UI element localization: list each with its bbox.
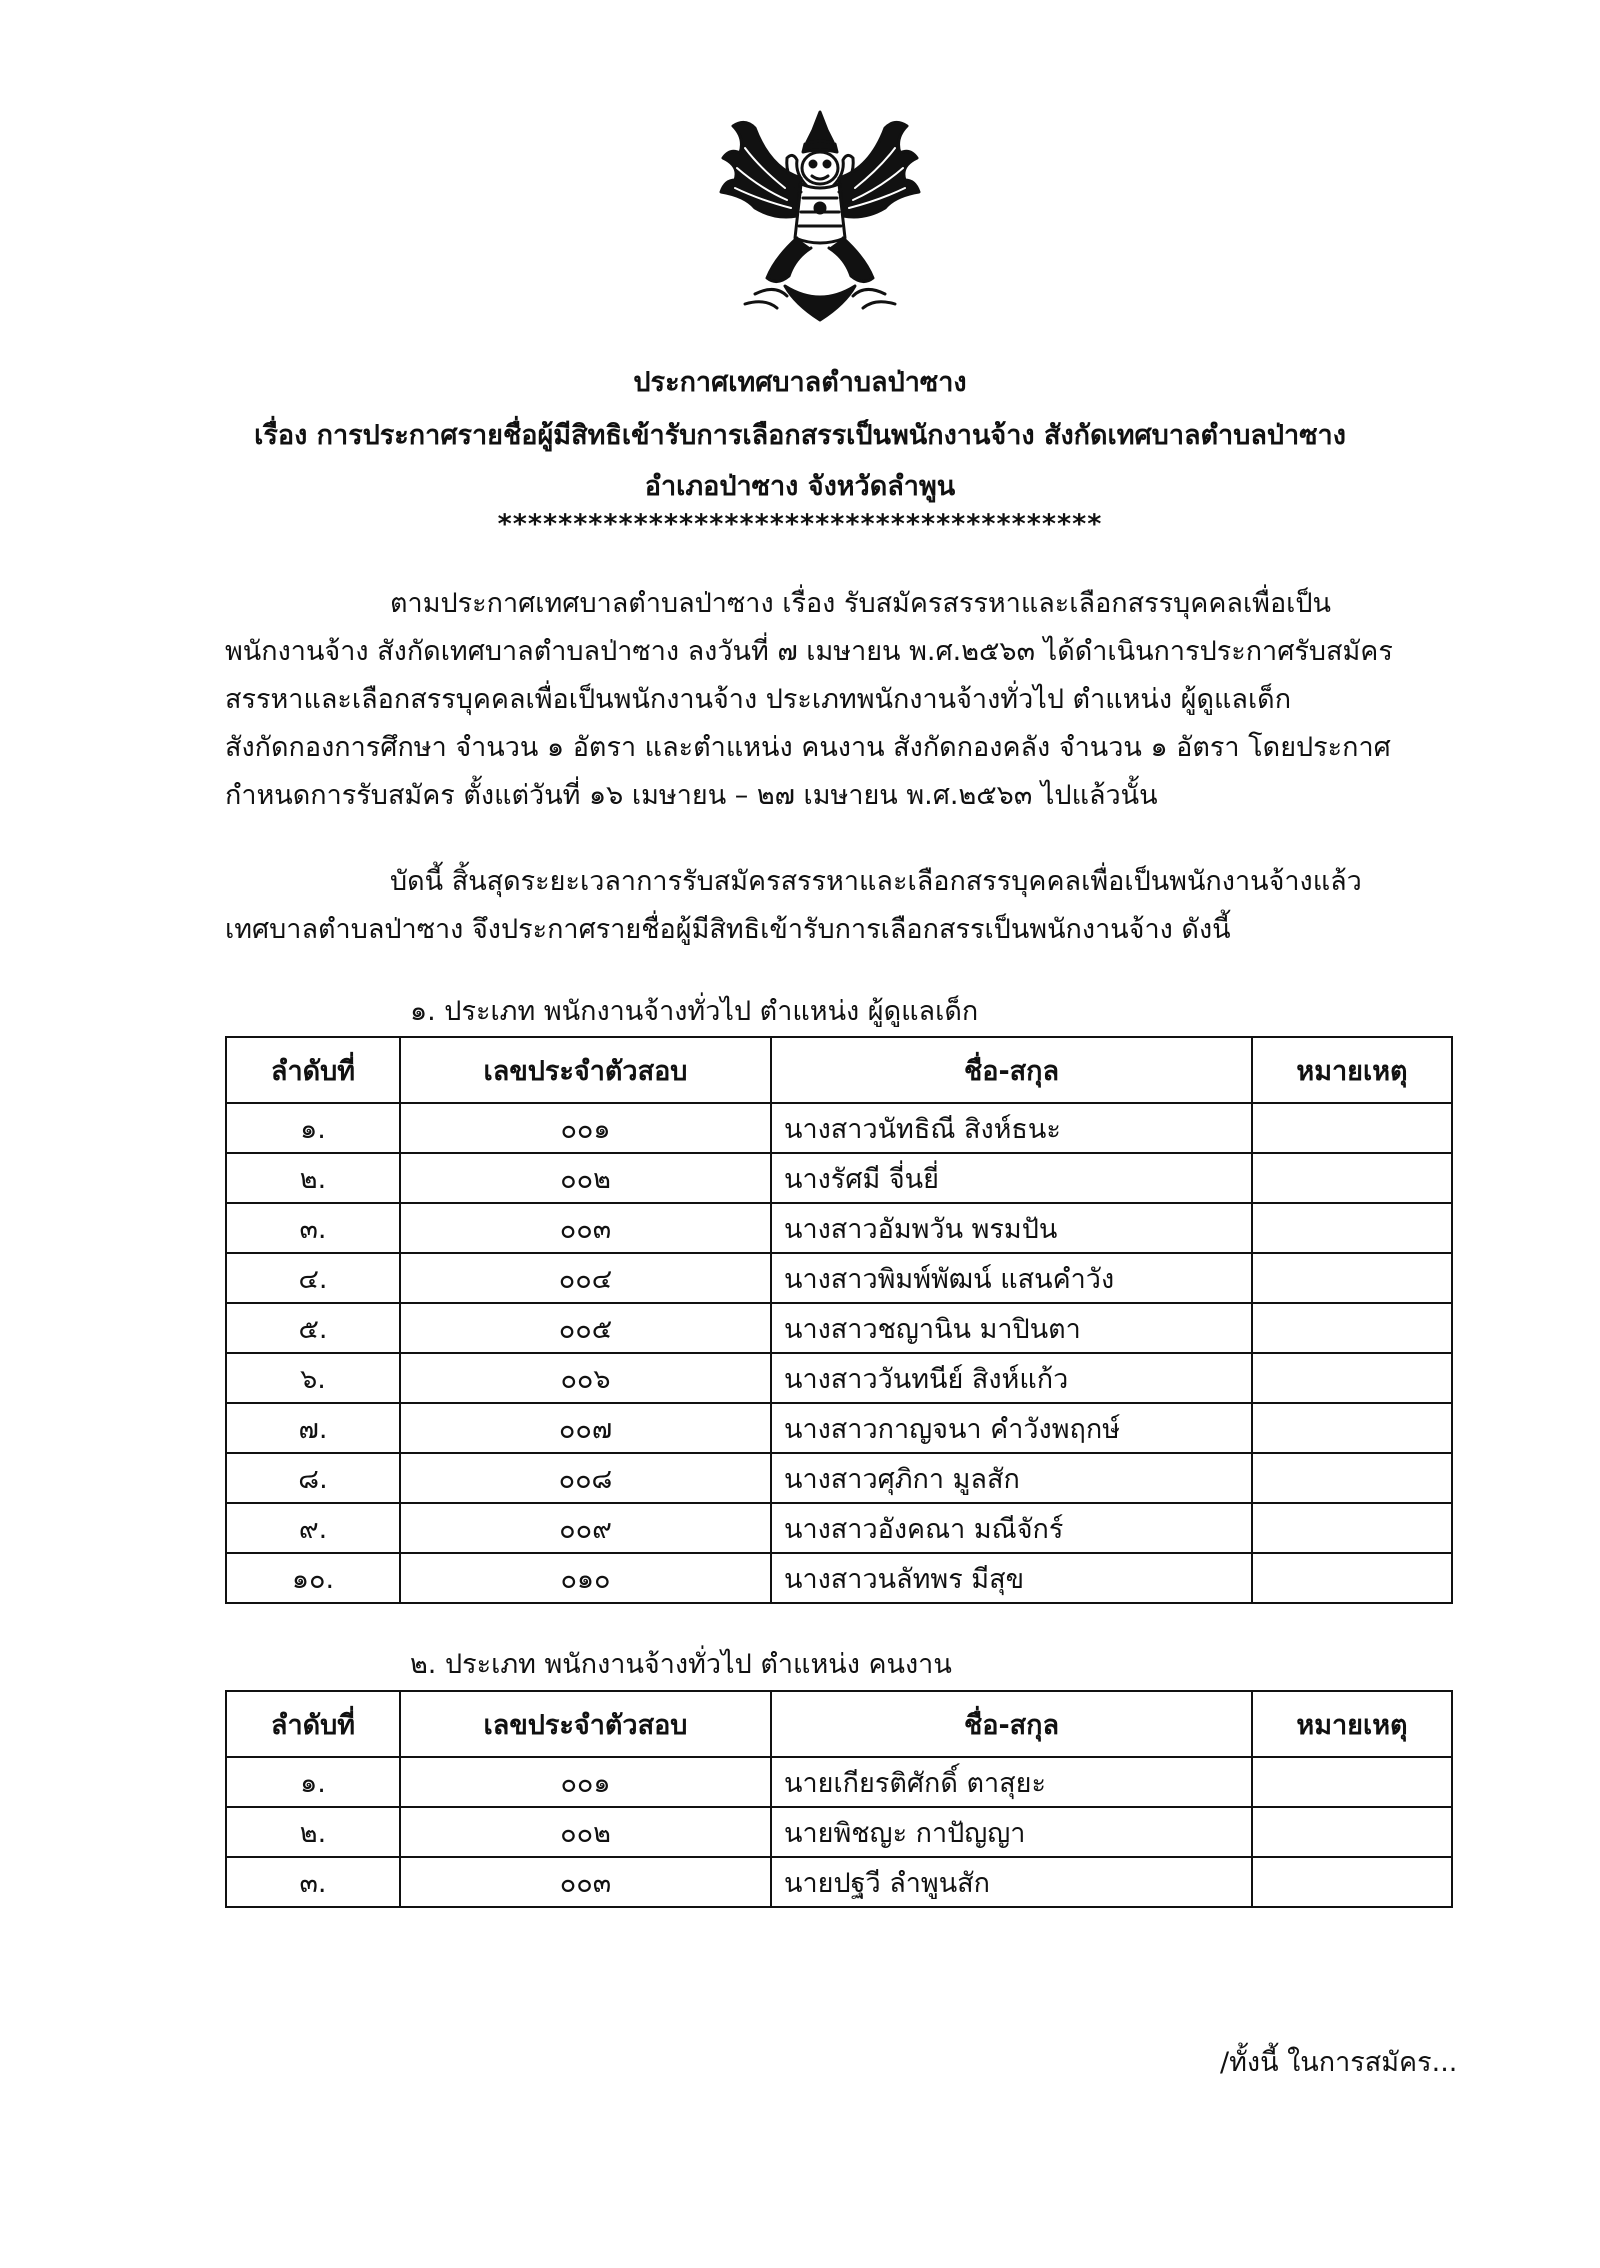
continuation-note: /ทั้งนี้ ในการสมัคร... (1220, 2047, 1458, 2078)
cell-name: นางสาวกาญจนา คำวังพฤกษ์ (771, 1403, 1252, 1453)
cell-remark (1252, 1303, 1452, 1353)
cell-exam-id: ๐๐๓ (400, 1203, 771, 1253)
announcement-subject-line1: เรื่อง การประกาศรายชื่อผู้มีสิทธิเข้ารับการเลือกสรรเป็นพนักงานจ้าง สังกัดเทศบาลตำบลป่าซาง (254, 420, 1346, 451)
table-childcare-applicants (225, 1036, 1453, 1604)
paragraph-2-line: เทศบาลตำบลป่าซาง จึงประกาศรายชื่อผู้มีสิทธิเข้ารับการเลือกสรรเป็นพนักงานจ้าง ดังนี้ (225, 914, 1231, 945)
cell-name: นางรัศมี จี่นยี่ (771, 1153, 1252, 1203)
column-header-order: ลำดับที่ (226, 1037, 400, 1103)
table-row (226, 1503, 1452, 1553)
cell-name: นางสาวพิมพ์พัฒน์ แสนคำวัง (771, 1253, 1252, 1303)
cell-order: ๓. (226, 1857, 400, 1907)
header-separator: **************************************** (497, 509, 1103, 540)
table-row (226, 1857, 1452, 1907)
cell-exam-id: ๐๐๑ (400, 1757, 771, 1807)
cell-order: ๕. (226, 1303, 400, 1353)
cell-remark (1252, 1807, 1452, 1857)
cell-remark (1252, 1503, 1452, 1553)
table-2-caption: ๒. ประเภท พนักงานจ้างทั่วไป ตำแหน่ง คนงาน (410, 1649, 952, 1680)
table-1-caption: ๑. ประเภท พนักงานจ้างทั่วไป ตำแหน่ง ผู้ดูแลเด็ก (410, 996, 979, 1027)
column-header-order: ลำดับที่ (226, 1691, 400, 1757)
cell-order: ๑. (226, 1103, 400, 1153)
paragraph-1-line: สรรหาและเลือกสรรบุคคลเพื่อเป็นพนักงานจ้าง ประเภทพนักงานจ้างทั่วไป ตำแหน่ง ผู้ดูแลเด็ก (225, 684, 1292, 715)
cell-name: นางสาวนลัทพร มีสุข (771, 1553, 1252, 1603)
table-header-row (226, 1691, 1452, 1757)
table-row (226, 1403, 1452, 1453)
table-worker-applicants (225, 1690, 1453, 1908)
paragraph-1-line: พนักงานจ้าง สังกัดเทศบาลตำบลป่าซาง ลงวันที่ ๗ เมษายน พ.ศ.๒๕๖๓ ได้ดำเนินการประกาศรับสมัคร (225, 636, 1393, 667)
cell-name: นางสาวอัมพวัน พรมปัน (771, 1203, 1252, 1253)
table-row (226, 1757, 1452, 1807)
table-row (226, 1807, 1452, 1857)
table-row (226, 1303, 1452, 1353)
cell-name: นายพิชญะ กาปัญญา (771, 1807, 1252, 1857)
cell-order: ๓. (226, 1203, 400, 1253)
cell-order: ๗. (226, 1403, 400, 1453)
cell-exam-id: ๐๐๖ (400, 1353, 771, 1403)
column-header-name: ชื่อ-สกุล (771, 1691, 1252, 1757)
cell-order: ๑๐. (226, 1553, 400, 1603)
table-row (226, 1553, 1452, 1603)
paragraph-1 (225, 580, 1453, 820)
cell-remark (1252, 1253, 1452, 1303)
cell-remark (1252, 1757, 1452, 1807)
cell-remark (1252, 1453, 1452, 1503)
garuda-emblem-icon (715, 108, 925, 328)
paragraph-1-line: สังกัดกองการศึกษา จำนวน ๑ อัตรา และตำแหน่ง คนงาน สังกัดกองคลัง จำนวน ๑ อัตรา โดยประกาศ (225, 732, 1391, 763)
cell-exam-id: ๐๐๔ (400, 1253, 771, 1303)
table-header-row (226, 1037, 1452, 1103)
cell-exam-id: ๐๐๕ (400, 1303, 771, 1353)
cell-name: นางสาวชญานิน มาปินตา (771, 1303, 1252, 1353)
cell-exam-id: ๐๐๑ (400, 1103, 771, 1153)
cell-exam-id: ๐๐๘ (400, 1453, 771, 1503)
cell-remark (1252, 1857, 1452, 1907)
column-header-remark: หมายเหตุ (1252, 1037, 1452, 1103)
column-header-exam-id: เลขประจำตัวสอบ (400, 1037, 771, 1103)
column-header-exam-id: เลขประจำตัวสอบ (400, 1691, 771, 1757)
cell-exam-id: ๐๐๓ (400, 1857, 771, 1907)
table-row (226, 1103, 1452, 1153)
table-row (226, 1353, 1452, 1403)
paragraph-1-line: ตามประกาศเทศบาลตำบลป่าซาง เรื่อง รับสมัครสรรหาและเลือกสรรบุคคลเพื่อเป็น (390, 588, 1332, 619)
table-row (226, 1203, 1452, 1253)
cell-exam-id: ๐๐๗ (400, 1403, 771, 1453)
cell-name: นายปฐวี ลำพูนสัก (771, 1857, 1252, 1907)
cell-exam-id: ๐๑๐ (400, 1553, 771, 1603)
cell-order: ๘. (226, 1453, 400, 1503)
table-row (226, 1453, 1452, 1503)
cell-exam-id: ๐๐๒ (400, 1807, 771, 1857)
cell-remark (1252, 1553, 1452, 1603)
cell-order: ๒. (226, 1807, 400, 1857)
cell-exam-id: ๐๐๒ (400, 1153, 771, 1203)
cell-order: ๔. (226, 1253, 400, 1303)
column-header-remark: หมายเหตุ (1252, 1691, 1452, 1757)
cell-order: ๖. (226, 1353, 400, 1403)
cell-remark (1252, 1403, 1452, 1453)
cell-remark (1252, 1153, 1452, 1203)
paragraph-2 (225, 858, 1453, 954)
cell-name: นางสาววันทนีย์ สิงห์แก้ว (771, 1353, 1252, 1403)
cell-exam-id: ๐๐๙ (400, 1503, 771, 1553)
announcement-subject-line2: อำเภอป่าซาง จังหวัดลำพูน (644, 471, 956, 502)
paragraph-1-line: กำหนดการรับสมัคร ตั้งแต่วันที่ ๑๖ เมษายน – ๒๗ เมษายน พ.ศ.๒๕๖๓ ไปแล้วนั้น (225, 780, 1158, 811)
column-header-name: ชื่อ-สกุล (771, 1037, 1252, 1103)
cell-order: ๒. (226, 1153, 400, 1203)
table-row (226, 1153, 1452, 1203)
cell-name: นางสาวศุภิกา มูลสัก (771, 1453, 1252, 1503)
cell-name: นายเกียรติศักดิ์ ตาสุยะ (771, 1757, 1252, 1807)
cell-order: ๙. (226, 1503, 400, 1553)
cell-order: ๑. (226, 1757, 400, 1807)
cell-remark (1252, 1353, 1452, 1403)
cell-remark (1252, 1103, 1452, 1153)
table-row (226, 1253, 1452, 1303)
paragraph-2-line: บัดนี้ สิ้นสุดระยะเวลาการรับสมัครสรรหาและเลือกสรรบุคคลเพื่อเป็นพนักงานจ้างแล้ว (390, 866, 1362, 897)
cell-name: นางสาวนัทธิณี สิงห์ธนะ (771, 1103, 1252, 1153)
announcement-title: ประกาศเทศบาลตำบลป่าซาง (633, 367, 967, 398)
cell-name: นางสาวอังคณา มณีจักร์ (771, 1503, 1252, 1553)
cell-remark (1252, 1203, 1452, 1253)
